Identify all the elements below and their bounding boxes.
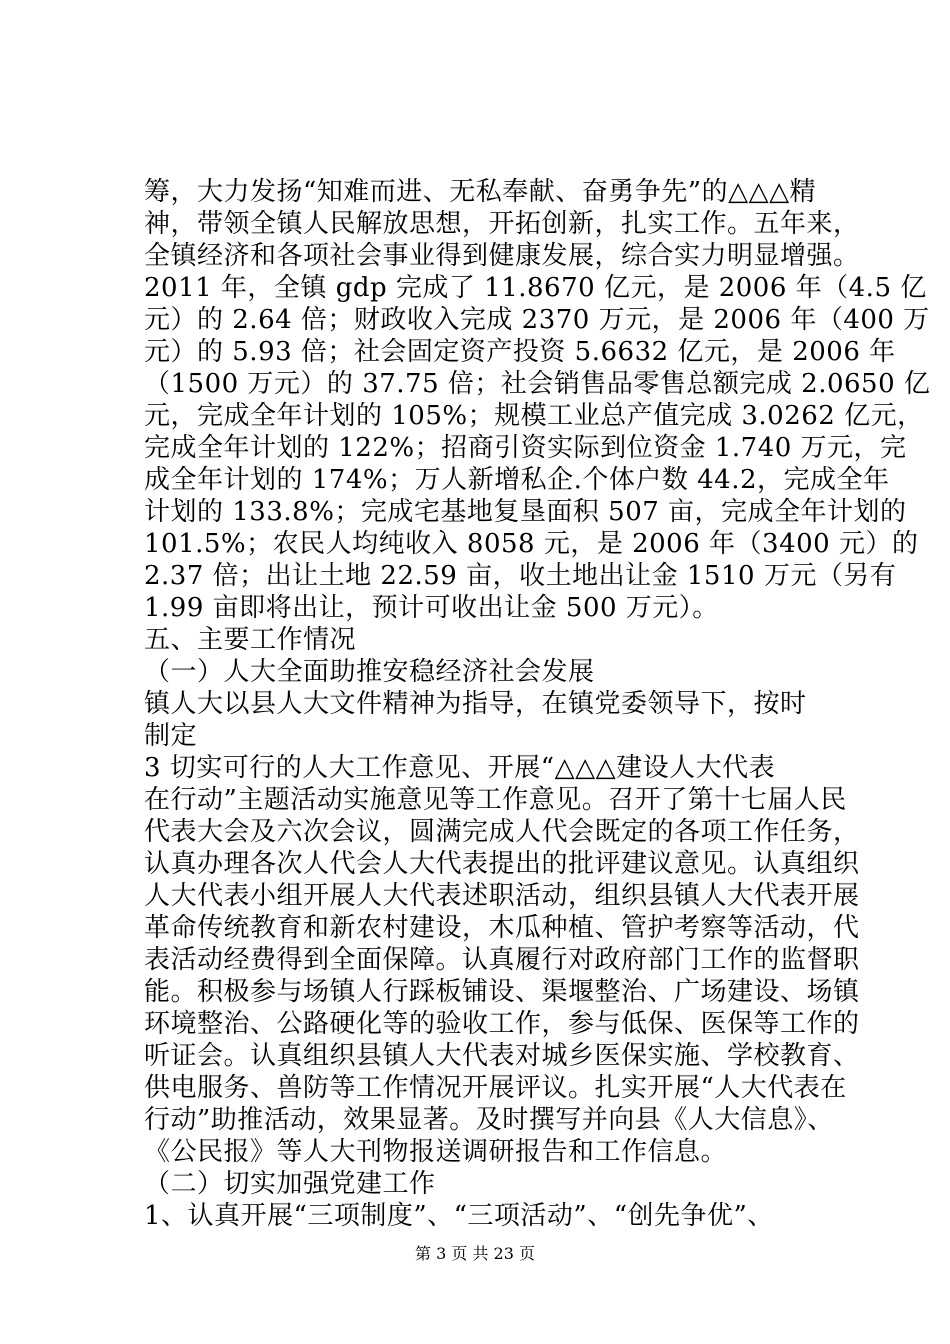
text-line: 1.99 亩即将出让，预计可收出让金 500 万元）。 xyxy=(144,593,719,623)
page-footer: 第 3 页 共 23 页 xyxy=(415,1244,535,1263)
text-line: 元，完成全年计划的 105%；规模工业总产值完成 3.0262 亿元， xyxy=(144,401,924,431)
text-line: 2.37 倍；出让土地 22.59 亩，收土地出让金 1510 万元（另有 xyxy=(144,561,897,591)
text-line: 行动”助推活动，效果显著。及时撰写并向县《人大信息》、 xyxy=(144,1105,834,1135)
text-line: 环境整治、公路硬化等的验收工作，参与低保、医保等工作的 xyxy=(144,1009,860,1039)
text-line: 代表大会及六次会议，圆满完成人代会既定的各项工作任务， xyxy=(144,817,860,847)
text-line: 成全年计划的 174%；万人新增私企.个体户数 44.2，完成全年 xyxy=(144,465,890,495)
text-line: 计划的 133.8%；完成宅基地复垦面积 507 亩，完成全年计划的 xyxy=(144,497,907,527)
text-line: 元）的 5.93 倍；社会固定资产投资 5.6632 亿元，是 2006 年 xyxy=(144,337,896,367)
text-line: 在行动”主题活动实施意见等工作意见。召开了第十七届人民 xyxy=(144,785,847,815)
text-line: 101.5%；农民人均纯收入 8058 元，是 2006 年（3400 元）的 xyxy=(144,529,919,559)
text-line: 革命传统教育和新农村建设，木瓜种植、管护考察等活动，代 xyxy=(144,913,860,943)
text-line: 听证会。认真组织县镇人大代表对城乡医保实施、学校教育、 xyxy=(144,1041,860,1071)
text-line: 表活动经费得到全面保障。认真履行对政府部门工作的监督职 xyxy=(144,945,860,975)
text-line: 制定 xyxy=(144,721,198,751)
subsection-heading: （一）人大全面助推安稳经济社会发展 xyxy=(144,657,595,687)
text-line: 人大代表小组开展人大代表述职活动，组织县镇人大代表开展 xyxy=(144,881,860,911)
text-line: 完成全年计划的 122%；招商引资实际到位资金 1.740 万元，完 xyxy=(144,433,907,463)
subsection-heading: （二）切实加强党建工作 xyxy=(144,1169,436,1199)
text-line: 筹，大力发扬“知难而进、无私奉献、奋勇争先”的△△△精 xyxy=(144,177,817,207)
text-line: 能。积极参与场镇人行踩板铺设、渠堰整治、广场建设、场镇 xyxy=(144,977,860,1007)
section-heading: 五、主要工作情况 xyxy=(144,625,357,655)
text-line: 全镇经济和各项社会事业得到健康发展，综合实力明显增强。 xyxy=(144,241,860,271)
text-line: 《公民报》等人大刊物报送调研报告和工作信息。 xyxy=(144,1137,728,1167)
text-line: 3 切实可行的人大工作意见、开展“△△△建设人大代表 xyxy=(144,753,776,783)
text-line: 2011 年，全镇 gdp 完成了 11.8670 亿元，是 2006 年（4.5 亿 xyxy=(144,273,927,303)
text-line: 认真办理各次人代会人大代表提出的批评建议意见。认真组织 xyxy=(144,849,860,879)
text-line: 1、认真开展“三项制度”、“三项活动”、“创先争优”、 xyxy=(144,1201,774,1231)
text-line: 元）的 2.64 倍；财政收入完成 2370 万元，是 2006 年（400 万 xyxy=(144,305,930,335)
text-line: 镇人大以县人大文件精神为指导，在镇党委领导下，按时 xyxy=(144,689,807,719)
text-line: 神，带领全镇人民解放思想，开拓创新，扎实工作。五年来， xyxy=(144,209,860,239)
text-line: （1500 万元）的 37.75 倍；社会销售品零售总额完成 2.0650 亿 xyxy=(144,369,931,399)
body-text xyxy=(144,176,931,1232)
text-line: 供电服务、兽防等工作情况开展评议。扎实开展“人大代表在 xyxy=(144,1073,847,1103)
